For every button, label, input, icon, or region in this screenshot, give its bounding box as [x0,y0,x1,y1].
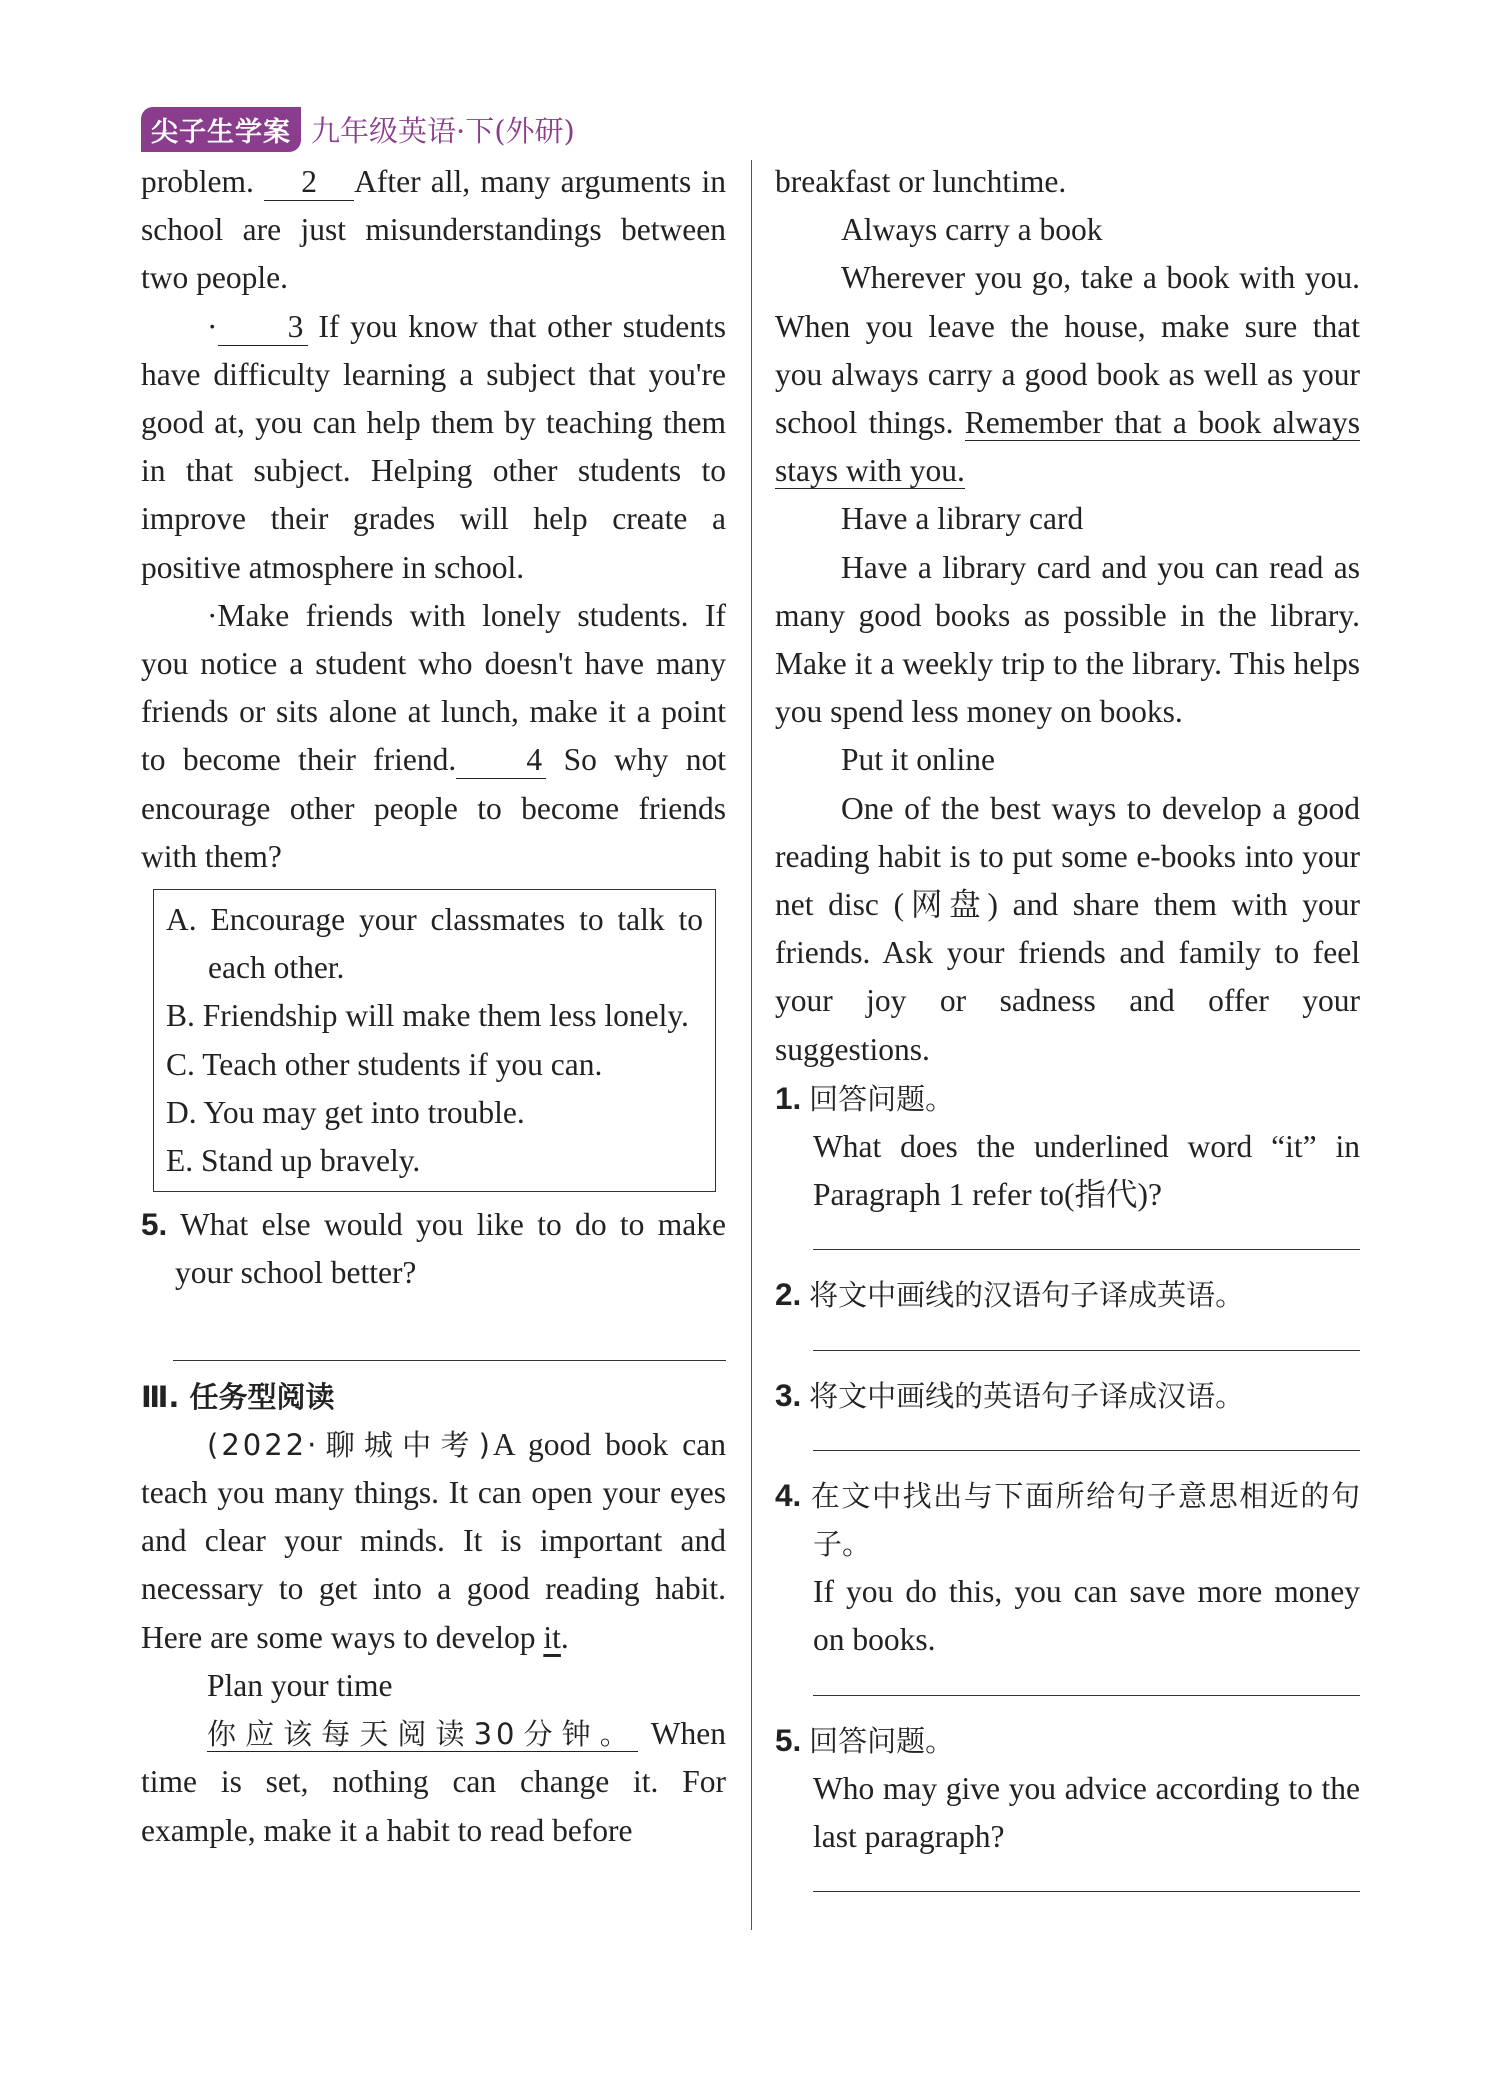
answer-line[interactable] [813,1336,1360,1351]
paragraph: One of the best ways to develop a good reading habit is to put some e-books into your net disc (网盘) and share them with your friends. Ask your friends and family to feel your joy or sadness and offer your suggestions. [775,790,1360,1067]
source-tag: (2022·聊城中考) [207,1427,493,1462]
blank-3[interactable]: 3 [218,309,308,346]
option-e: E. Stand up bravely. [166,1143,421,1179]
option-a: A. Encourage your classmates to talk to each other. [166,902,703,986]
page-header [141,108,575,150]
paragraph: breakfast or lunchtime. [775,164,1067,199]
answer-line[interactable] [813,1235,1360,1250]
question-1: 1. 回答问题。 What does the underlined word “it” in Paragraph 1 refer to(指代)? [775,1074,1360,1251]
paragraph: problem. 2 After all, many arguments in school are just misunderstandings between two people. [141,164,727,296]
right-column [775,158,1360,1912]
paragraph: 你应该每天阅读30分钟。 When time is set, nothing can change it. For example, make it a habit to read before [141,1716,727,1848]
blank-2[interactable]: 2 [264,164,354,201]
column-divider [751,160,752,1930]
left-column [141,158,726,1855]
underlined-english-sentence: Remember that a book always stays with you. [775,405,1360,489]
question-4: 4. 在文中找出与下面所给句子意思相近的句子。 If you do this, you can save more money on books. [775,1471,1360,1696]
subheading: Always carry a book [841,212,1103,248]
paragraph: Have a library card and you can read as many good books as possible in the library. Make it a weekly trip to the library. This helps you spend less money on books. [775,549,1360,730]
option-b: B. Friendship will make them less lonely. [166,998,689,1034]
option-c: C. Teach other students if you can. [166,1046,603,1082]
paragraph: · 3 If you know that other students have difficulty learning a subject that you're good at, you can help them by teaching them in that subject. Helping other students to improve their grades will help create a positive atmosphere in school. [141,308,726,585]
subheading: Have a library card [841,501,1084,537]
book-subtitle: 九年级英语·下(外研) [311,113,575,148]
answer-line[interactable] [813,1681,1360,1696]
paragraph: (2022·聊城中考)A good book can teach you many things. It can open your eyes and clear your minds. It is important and necessary to get into a good reading habit. Here are some ways to develop it. [141,1426,726,1655]
answer-line[interactable] [813,1436,1360,1451]
series-badge: 尖子生学案 [141,107,301,152]
question-3: 3. 将文中画线的英语句子译成汉语。 [775,1371,1360,1451]
answer-line[interactable] [813,1877,1360,1892]
question-5: 5. 回答问题。 Who may give you advice according to the last paragraph? [775,1716,1360,1893]
paragraph: ·Make friends with lonely students. If you notice a student who doesn't have many friends or sits alone at lunch, make it a point to become their friend. 4 So why not encourage other people to become friends with them? [141,597,726,874]
blank-4[interactable]: 4 [456,742,546,779]
option-d: D. You may get into trouble. [166,1094,525,1130]
subheading: Plan your time [207,1667,393,1703]
underlined-chinese-sentence: 你应该每天阅读30分钟。 [207,1717,638,1752]
subheading: Put it online [841,742,996,778]
section-heading: Ⅲ. 任务型阅读 [141,1379,335,1414]
question-5: 5. What else would you like to do to make your school better? [141,1206,726,1291]
underlined-it: it [543,1619,561,1655]
question-2: 2. 将文中画线的汉语句子译成英语。 [775,1270,1360,1350]
paragraph: Wherever you go, take a book with you. When you leave the house, make sure that you always carry a good book as well as your school things. Remember that a book always stays with you. [775,260,1360,489]
answer-line[interactable] [173,1346,726,1361]
options-box [153,889,716,1192]
